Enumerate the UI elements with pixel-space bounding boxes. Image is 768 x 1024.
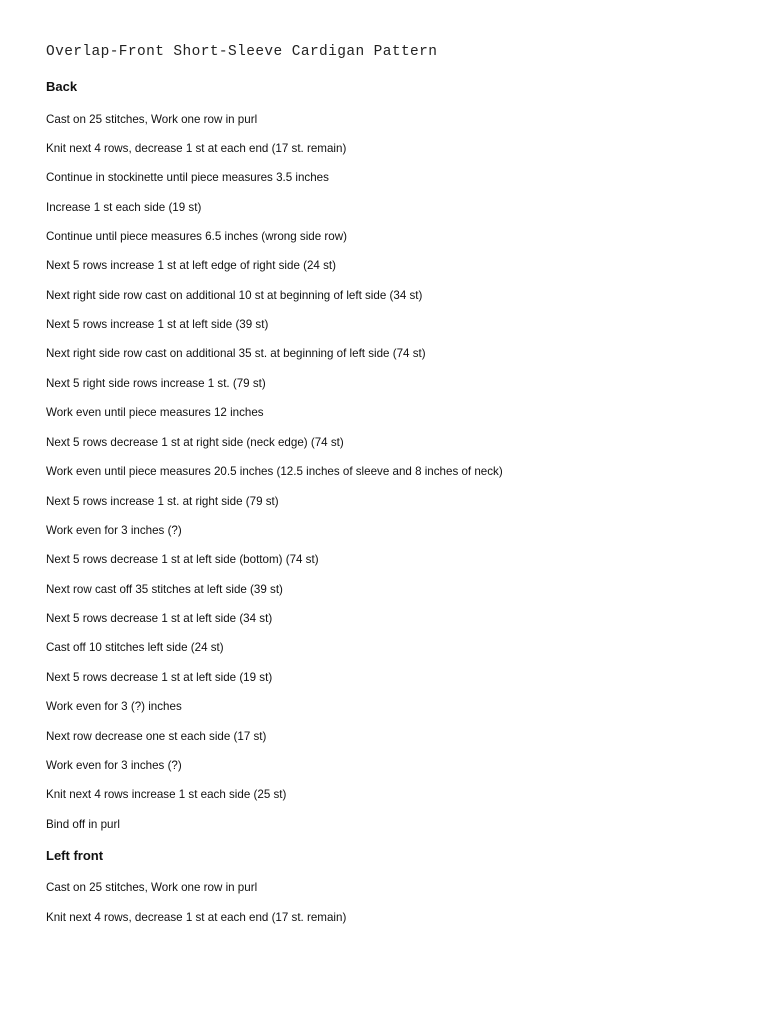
- back-line-22: Next row decrease one st each side (17 st): [46, 730, 267, 743]
- back-line-10: Next 5 right side rows increase 1 st. (79 st): [46, 377, 266, 390]
- back-line-11: Work even until piece measures 12 inches: [46, 406, 264, 419]
- back-line-6: Next 5 rows increase 1 st at left edge of right side (24 st): [46, 259, 336, 272]
- back-line-21: Work even for 3 (?) inches: [46, 700, 182, 713]
- left-front-line-1: Cast on 25 stitches, Work one row in purl: [46, 881, 258, 894]
- back-line-4: Increase 1 st each side (19 st): [46, 201, 202, 214]
- left-front-line-2: Knit next 4 rows, decrease 1 st at each end (17 st. remain): [46, 911, 347, 924]
- back-line-12: Next 5 rows decrease 1 st at right side (neck edge) (74 st): [46, 436, 344, 449]
- back-line-7: Next right side row cast on additional 10 st at beginning of left side (34 st): [46, 289, 423, 302]
- back-line-20: Next 5 rows decrease 1 st at left side (19 st): [46, 671, 273, 684]
- back-line-3: Continue in stockinette until piece measures 3.5 inches: [46, 171, 329, 184]
- back-line-23: Work even for 3 inches (?): [46, 759, 182, 772]
- section-heading-back: Back: [46, 79, 78, 94]
- back-line-19: Cast off 10 stitches left side (24 st): [46, 641, 224, 654]
- back-line-25: Bind off in purl: [46, 818, 120, 831]
- back-line-5: Continue until piece measures 6.5 inches (wrong side row): [46, 230, 347, 243]
- back-line-18: Next 5 rows decrease 1 st at left side (34 st): [46, 612, 273, 625]
- back-line-9: Next right side row cast on additional 35 st. at beginning of left side (74 st): [46, 347, 426, 360]
- back-line-24: Knit next 4 rows increase 1 st each side (25 st): [46, 788, 287, 801]
- document-title: Overlap-Front Short-Sleeve Cardigan Pattern: [46, 44, 438, 60]
- back-line-16: Next 5 rows decrease 1 st at left side (bottom) (74 st): [46, 553, 319, 566]
- section-heading-left-front: Left front: [46, 848, 104, 863]
- back-line-14: Next 5 rows increase 1 st. at right side (79 st): [46, 495, 279, 508]
- back-line-17: Next row cast off 35 stitches at left side (39 st): [46, 583, 283, 596]
- back-line-2: Knit next 4 rows, decrease 1 st at each end (17 st. remain): [46, 142, 347, 155]
- back-line-1: Cast on 25 stitches, Work one row in purl: [46, 113, 258, 126]
- back-line-8: Next 5 rows increase 1 st at left side (39 st): [46, 318, 269, 331]
- back-line-13: Work even until piece measures 20.5 inches (12.5 inches of sleeve and 8 inches of neck): [46, 465, 503, 478]
- back-line-15: Work even for 3 inches (?): [46, 524, 182, 537]
